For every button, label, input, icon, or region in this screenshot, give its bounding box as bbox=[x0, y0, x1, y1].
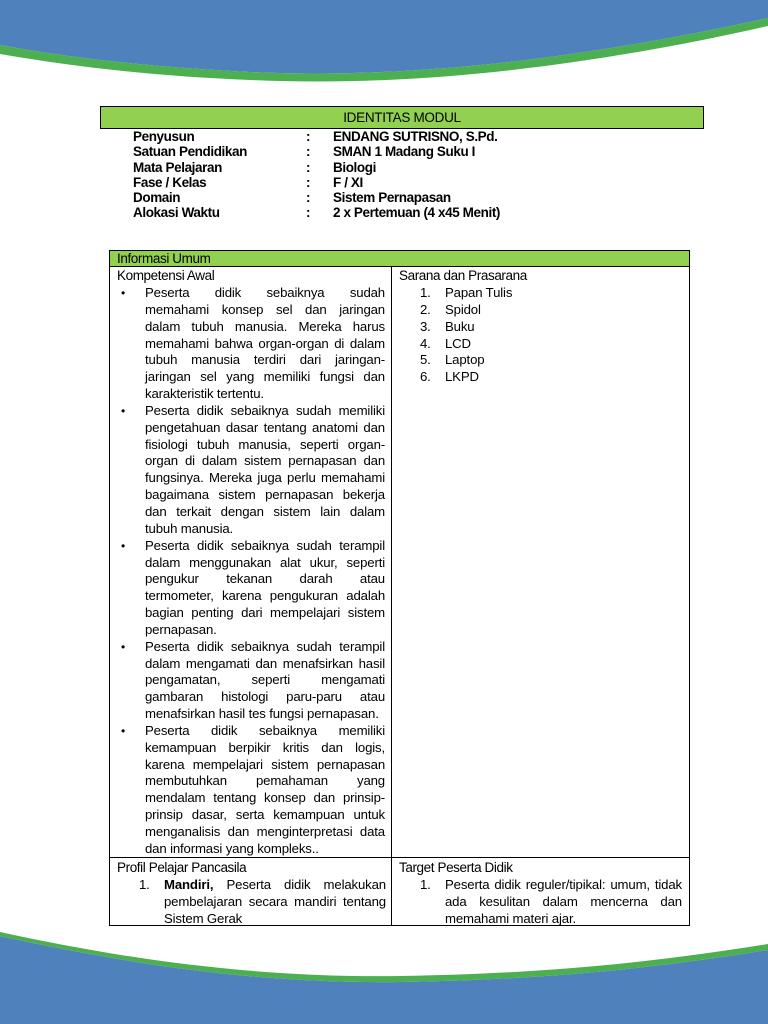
sarana-text: LCD bbox=[445, 335, 471, 351]
identitas-row-satuan-pendidikan bbox=[100, 144, 704, 159]
list-item bbox=[121, 723, 385, 858]
identitas-row-penyusun bbox=[100, 129, 704, 144]
list-number: 1. bbox=[420, 285, 431, 300]
table-column-divider bbox=[391, 267, 392, 926]
bullet-icon: • bbox=[121, 403, 126, 418]
identitas-row-fase-kelas bbox=[100, 175, 704, 190]
identitas-colon: : bbox=[306, 159, 311, 175]
target-peserta-list bbox=[420, 877, 682, 926]
identitas-label: Alokasi Waktu bbox=[133, 205, 220, 221]
profil-bold-term: Mandiri, bbox=[164, 877, 214, 892]
identitas-modul-section bbox=[100, 106, 704, 221]
list-number: 1. bbox=[420, 877, 431, 892]
identitas-modul-title: IDENTITAS MODUL bbox=[100, 106, 704, 129]
informasi-umum-header: Informasi Umum bbox=[110, 251, 689, 267]
list-number: 3. bbox=[420, 318, 431, 334]
identitas-colon: : bbox=[306, 190, 311, 206]
identitas-colon: : bbox=[306, 144, 311, 160]
identitas-rows bbox=[100, 129, 704, 221]
list-item bbox=[420, 302, 680, 319]
kompetensi-text: Peserta didik sebaiknya sudah memiliki pengetahuan dasar tentang anatomi dan fisiologi tubuh manusia, seperti organ-organ di dalam sistem pernapasan dan fungsinya. Mereka juga perlu memahami bagaimana sistem pernapasan bekerja dan terkait dengan sistem lain dalam tubuh manusia. bbox=[145, 402, 385, 536]
kompetensi-text: Peserta didik sebaiknya memiliki kemampuan berpikir kritis dan logis, karena mempelajari sistem pernapasan membutuhkan pemahaman yang mendalam tentang konsep dan prinsip-prinsip dasar, serta kemampuan untuk menganalisis dan menginterpretasi data dan informasi yang kompleks.. bbox=[145, 722, 385, 856]
identitas-value: 2 x Pertemuan (4 x45 Menit) bbox=[333, 205, 501, 221]
bullet-icon: • bbox=[121, 538, 126, 553]
list-item bbox=[121, 403, 385, 538]
kompetensi-text: Peserta didik sebaiknya sudah terampil dalam menggunakan alat ukur, seperti pengukur tekanan darah atau termometer, karena pengukuran adalah bagian penting dari mempelajari sistem pernapasan. bbox=[145, 537, 385, 637]
kompetensi-text: Peserta didik sebaiknya sudah memahami konsep sel dan jaringan dalam tubuh manusia. Mereka harus memahami bahwa organ-organ di dalam tubuh manusia terdiri dari jaringan-jaringan sel yang memiliki fungsi dan karakteristik tertentu. bbox=[145, 285, 385, 402]
identitas-label: Satuan Pendidikan bbox=[133, 144, 247, 160]
footer-wave-decoration bbox=[0, 922, 768, 1024]
list-item bbox=[420, 877, 682, 926]
list-item bbox=[420, 369, 680, 386]
list-item bbox=[121, 538, 385, 639]
identitas-value: SMAN 1 Madang Suku I bbox=[333, 144, 476, 160]
target-text: Peserta didik reguler/tipikal: umum, tidak ada kesulitan dalam mencerna dan memahami materi ajar. bbox=[445, 877, 682, 926]
informasi-umum-table bbox=[109, 250, 690, 926]
profil-pelajar-pancasila-title: Profil Pelajar Pancasila bbox=[117, 860, 247, 875]
profil-text: Peserta didik melakukan pembelajaran secara mandiri tentang Sistem Gerak bbox=[164, 877, 386, 926]
identitas-row-mata-pelajaran bbox=[100, 160, 704, 175]
sarana-text: Spidol bbox=[445, 301, 481, 317]
identitas-value: Biologi bbox=[333, 159, 376, 175]
profil-pelajar-list bbox=[139, 877, 386, 926]
sarana-prasarana-list bbox=[420, 285, 680, 386]
bullet-icon: • bbox=[121, 723, 126, 738]
identitas-label: Fase / Kelas bbox=[133, 174, 207, 190]
identitas-colon: : bbox=[306, 205, 311, 221]
identitas-row-domain bbox=[100, 190, 704, 205]
identitas-label: Penyusun bbox=[133, 129, 195, 144]
identitas-colon: : bbox=[306, 174, 311, 190]
list-item bbox=[121, 285, 385, 403]
list-item bbox=[420, 336, 680, 353]
sarana-text: Buku bbox=[445, 318, 475, 334]
sarana-prasarana-title: Sarana dan Prasarana bbox=[399, 268, 527, 283]
identitas-label: Domain bbox=[133, 190, 181, 206]
sarana-text: LKPD bbox=[445, 369, 479, 385]
kompetensi-awal-list bbox=[121, 285, 385, 858]
identitas-colon: : bbox=[306, 129, 311, 144]
list-item bbox=[420, 285, 680, 302]
list-item bbox=[121, 639, 385, 723]
bullet-icon: • bbox=[121, 639, 126, 654]
target-peserta-didik-title: Target Peserta Didik bbox=[399, 860, 513, 875]
sarana-text: Laptop bbox=[445, 352, 485, 368]
list-number: 6. bbox=[420, 369, 431, 385]
kompetensi-text: Peserta didik sebaiknya sudah terampil dalam mengamati dan menafsirkan hasil pengamatan, seperti mengamati gambaran histologi paru-paru atau menafsirkan hasil tes fungsi pernapasan. bbox=[145, 638, 385, 722]
identitas-row-alokasi-waktu bbox=[100, 205, 704, 220]
identitas-label: Mata Pelajaran bbox=[133, 159, 222, 175]
identitas-value: Sistem Pernapasan bbox=[333, 190, 451, 206]
list-number: 1. bbox=[139, 877, 150, 892]
identitas-value: F / XI bbox=[333, 174, 363, 190]
header-wave-decoration bbox=[0, 0, 768, 90]
identitas-value: ENDANG SUTRISNO, S.Pd. bbox=[333, 129, 498, 144]
list-item bbox=[420, 319, 680, 336]
list-item bbox=[139, 877, 386, 926]
list-item bbox=[420, 352, 680, 369]
sarana-text: Papan Tulis bbox=[445, 285, 513, 300]
kompetensi-awal-title: Kompetensi Awal bbox=[117, 268, 215, 283]
list-number: 2. bbox=[420, 301, 431, 317]
bullet-icon: • bbox=[121, 286, 126, 300]
list-number: 4. bbox=[420, 335, 431, 351]
list-number: 5. bbox=[420, 352, 431, 368]
